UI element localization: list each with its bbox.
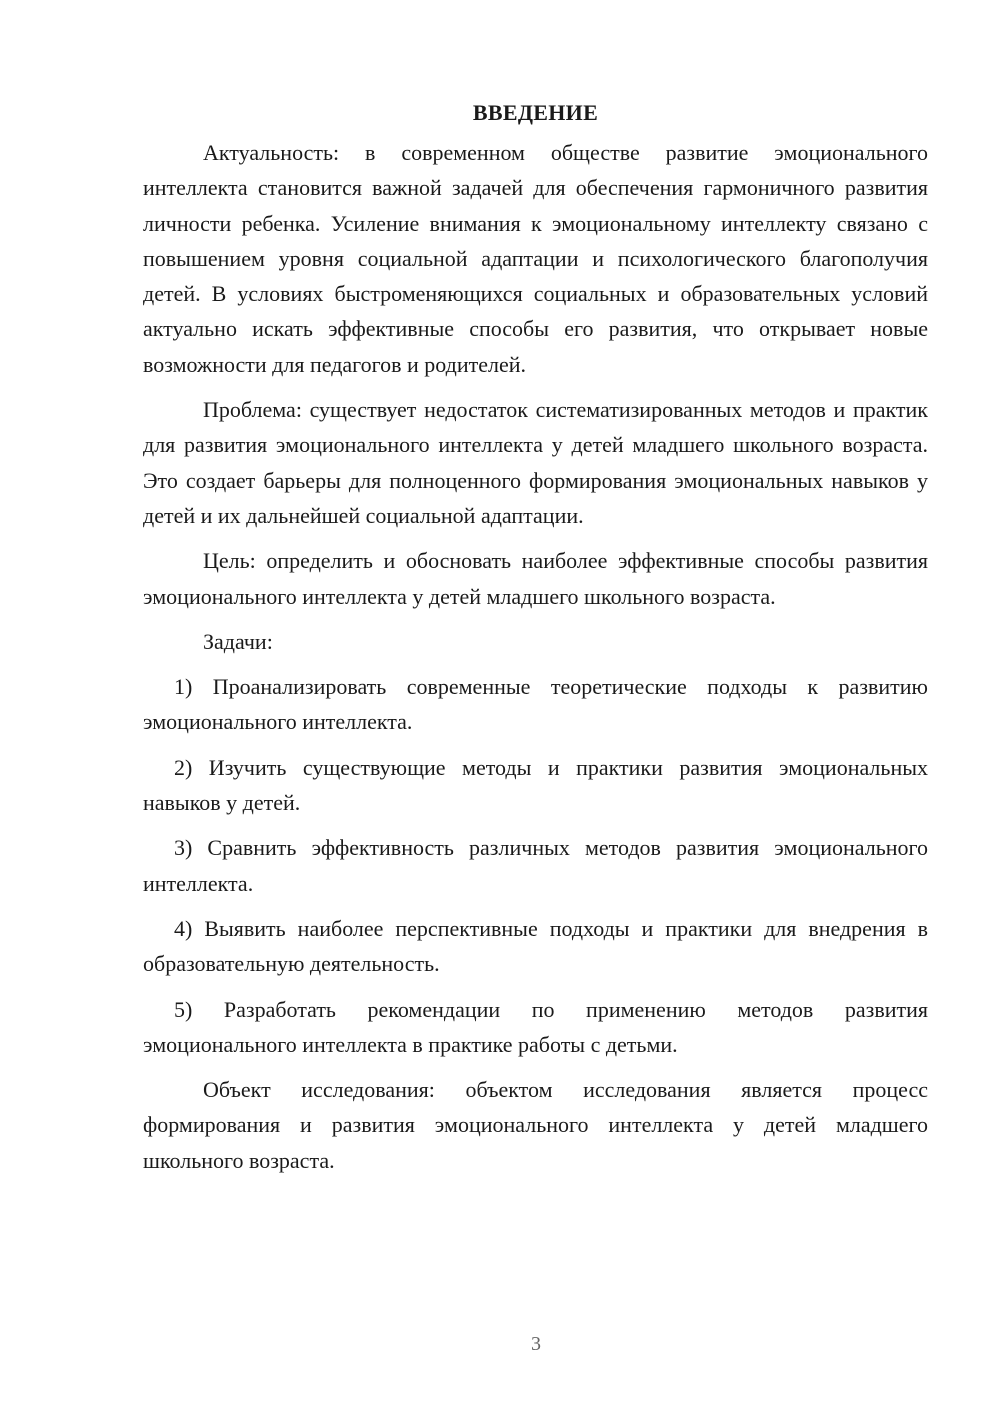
section-title: ВВЕДЕНИЕ (472, 100, 599, 125)
task-item-4: 4) Выявить наиболее перспективные подходы и практики для внедрения в образовательную деятельность. (143, 915, 928, 977)
document-page (143, 95, 928, 1188)
task-item-2: 2) Изучить существующие методы и практики развития эмоциональных навыков у детей. (143, 754, 928, 816)
task-item-1: 1) Проанализировать современные теоретические подходы к развитию эмоционального интеллекта. (143, 674, 928, 735)
paragraph-research-object: Объект исследования: объектом исследования является процесс формирования и развития эмоционального интеллекта у детей младшего школьного возраста. (143, 1077, 928, 1173)
paragraph-tasks-heading: Задачи: (203, 628, 273, 654)
paragraph-problem: Проблема: существует недостаток систематизированных методов и практик для развития эмоционального интеллекта у детей младшего школьного возраста. Это создает барьеры для полноценного формирования эмоциональных навыков у детей и их дальнейшей социальной адаптации. (143, 397, 928, 528)
task-item-5: 5) Разработать рекомендации по применению методов развития эмоционального интеллекта в практике работы с детьми. (143, 996, 928, 1057)
page-number: 3 (531, 1333, 541, 1355)
paragraph-relevance: Актуальность: в современном обществе развитие эмоционального интеллекта становится важной задачей для обеспечения гармоничного развития личности ребенка. Усиление внимания к эмоциональному интеллекту связано с повышением уровня социальной адаптации и психологического благополучия детей. В условиях быстроменяющихся социальных и образовательных условий актуально искать эффективные способы его развития, что открывает новые возможности для педагогов и родителей. (143, 140, 928, 377)
paragraph-goal: Цель: определить и обосновать наиболее эффективные способы развития эмоционального интеллекта у детей младшего школьного возраста. (143, 548, 928, 609)
task-item-3: 3) Сравнить эффективность различных методов развития эмоционального интеллекта. (143, 835, 928, 896)
